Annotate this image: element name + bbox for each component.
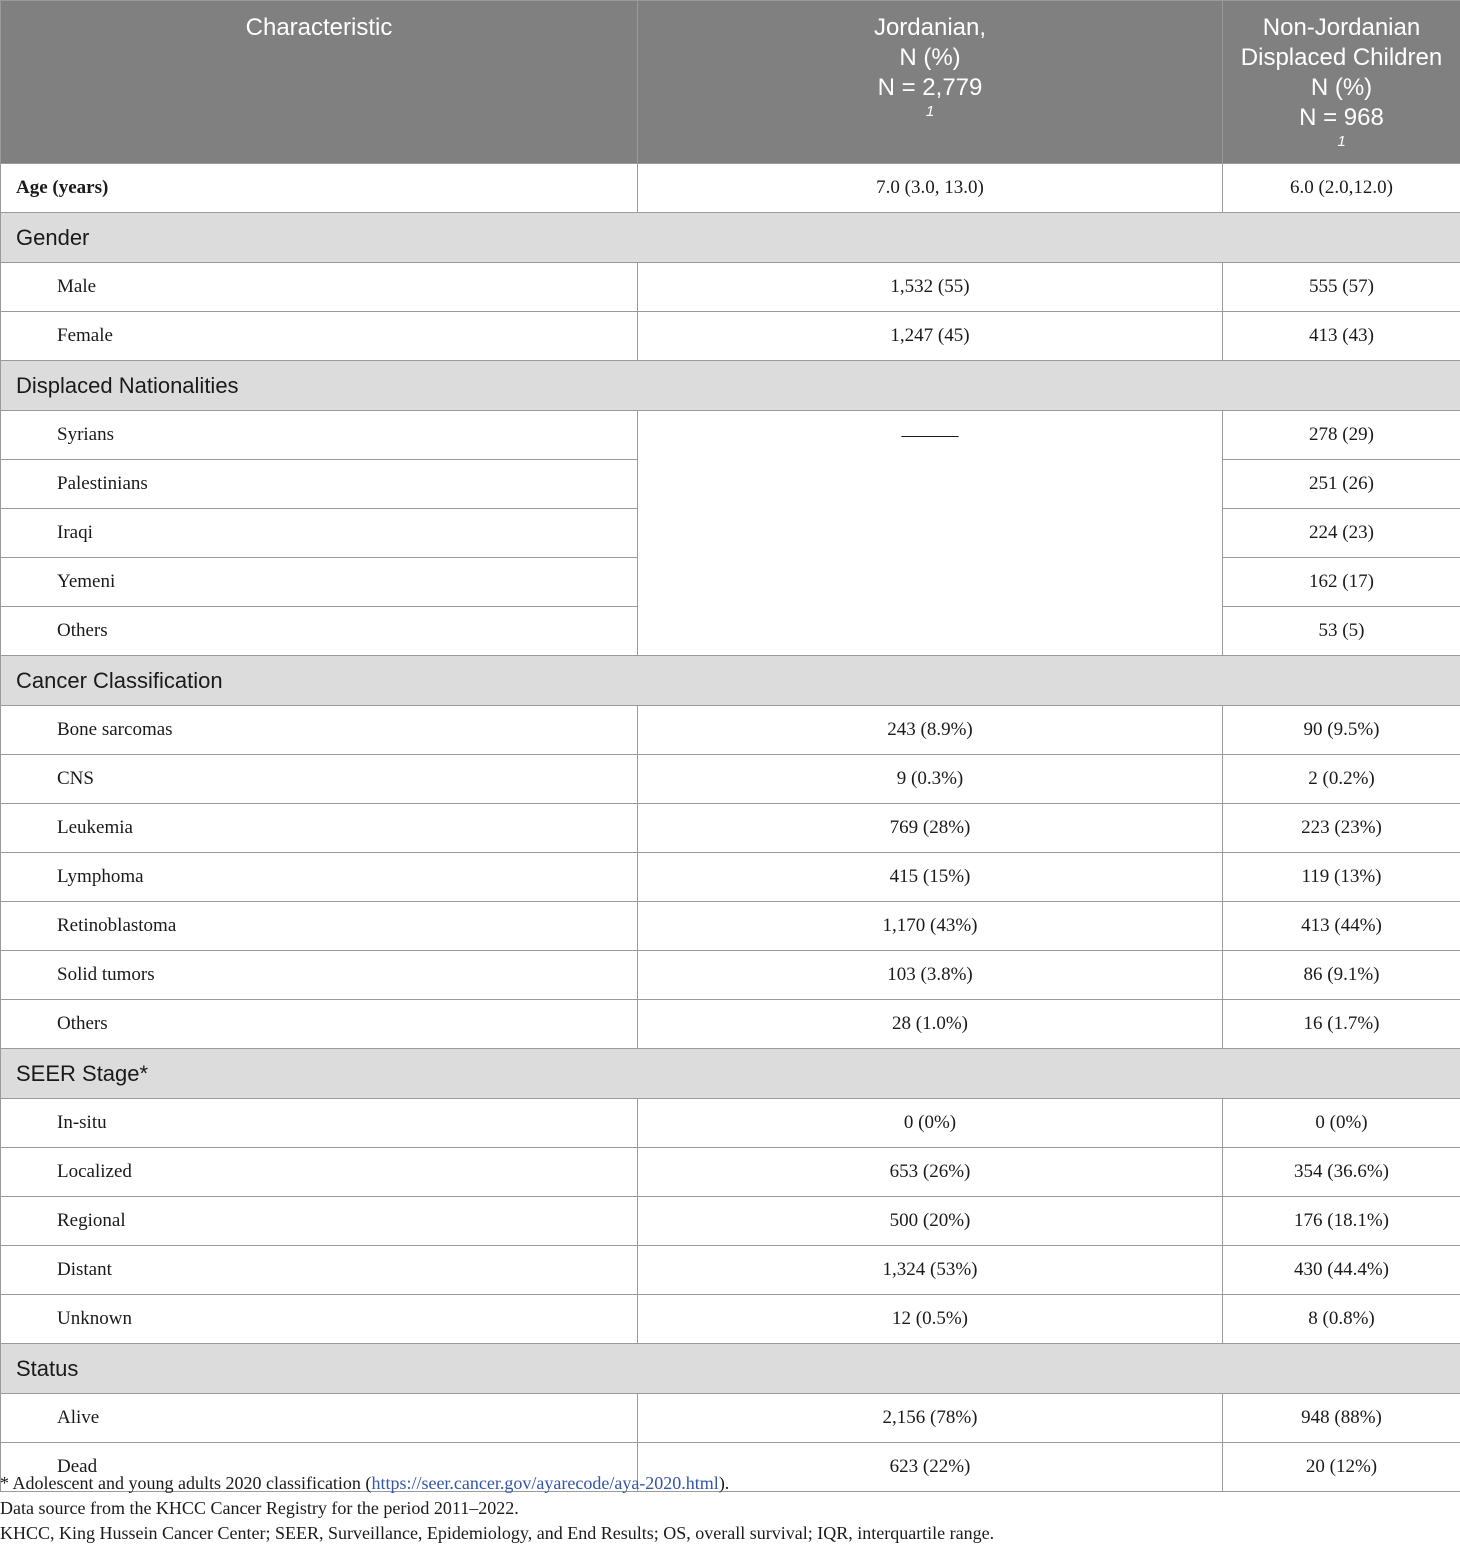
footnote-marker: 1 [925,103,935,120]
jordanian-value: 1,324 (53%) [638,1246,1223,1295]
jordanian-value: 7.0 (3.0, 13.0) [638,164,1223,213]
table-row [1,263,1460,312]
section-title: Cancer Classification [1,656,1460,706]
seer-link[interactable]: https://seer.cancer.gov/ayarecode/aya-2020.html [371,1473,719,1493]
section-cancer [1,656,1460,706]
table-row [1,1197,1460,1246]
footnote-marker: 1 [1337,133,1346,150]
table-row [1,1148,1460,1197]
table-row [1,804,1460,853]
non-jordanian-value: 224 (23) [1223,509,1460,558]
jordanian-value: 28 (1.0%) [638,1000,1223,1049]
non-jordanian-value: 90 (9.5%) [1223,706,1460,755]
jordanian-value: 12 (0.5%) [638,1295,1223,1344]
table-row [1,1000,1460,1049]
jordanian-value: 623 (22%) [638,1443,1223,1492]
table-row [1,1295,1460,1344]
jordanian-value: 653 (26%) [638,1148,1223,1197]
section-title: Displaced Nationalities [1,361,1460,411]
jordanian-value: 0 (0%) [638,1099,1223,1148]
non-jordanian-value: 223 (23%) [1223,804,1460,853]
row-label: Dead [1,1443,638,1492]
non-jordanian-value: 176 (18.1%) [1223,1197,1460,1246]
non-jordanian-value: 0 (0%) [1223,1099,1460,1148]
jordanian-value: 2,156 (78%) [638,1394,1223,1443]
row-label: Others [1,1000,638,1049]
non-jordanian-value: 430 (44.4%) [1223,1246,1460,1295]
row-label: In-situ [1,1099,638,1148]
row-label: Retinoblastoma [1,902,638,951]
row-label: Distant [1,1246,638,1295]
row-label: Alive [1,1394,638,1443]
row-label: Solid tumors [1,951,638,1000]
jordanian-value: 415 (15%) [638,853,1223,902]
jordanian-value: 103 (3.8%) [638,951,1223,1000]
row-label: Age (years) [1,164,638,213]
non-jordanian-value: 354 (36.6%) [1223,1148,1460,1197]
non-jordanian-value: 53 (5) [1223,607,1460,656]
row-label: CNS [1,755,638,804]
section-gender [1,213,1460,263]
jordanian-value: 1,247 (45) [638,312,1223,361]
table-footnotes [0,1471,1460,1546]
non-jordanian-value: 86 (9.1%) [1223,951,1460,1000]
table-row-age [1,164,1460,213]
non-jordanian-value: 16 (1.7%) [1223,1000,1460,1049]
jordanian-value: 1,532 (55) [638,263,1223,312]
row-label: Lymphoma [1,853,638,902]
non-jordanian-value: 162 (17) [1223,558,1460,607]
footnote-data-source: Data source from the KHCC Cancer Registry for the period 2011–2022. [0,1498,519,1518]
jordanian-value: 500 (20%) [638,1197,1223,1246]
table-row [1,1246,1460,1295]
non-jordanian-value: 2 (0.2%) [1223,755,1460,804]
section-title: Gender [1,213,1460,263]
row-label: Unknown [1,1295,638,1344]
non-jordanian-value: 6.0 (2.0,12.0) [1223,164,1460,213]
row-label: Regional [1,1197,638,1246]
non-jordanian-value: 948 (88%) [1223,1394,1460,1443]
jordanian-value: 9 (0.3%) [638,755,1223,804]
jordanian-value: 769 (28%) [638,804,1223,853]
non-jordanian-value: 251 (26) [1223,460,1460,509]
row-label: Syrians [1,411,638,460]
jordanian-value: 1,170 (43%) [638,902,1223,951]
footnote-abbreviations: KHCC, King Hussein Cancer Center; SEER, Surveillance, Epidemiology, and End Results; OS, overall survival; IQR, interquartile range. [0,1523,995,1543]
row-label: Male [1,263,638,312]
section-nationalities [1,361,1460,411]
row-label: Leukemia [1,804,638,853]
non-jordanian-value: 119 (13%) [1223,853,1460,902]
header-row [1,1,1460,164]
non-jordanian-value: 20 (12%) [1223,1443,1460,1492]
footnote-classification: * Adolescent and young adults 2020 classification (https://seer.cancer.gov/ayarecode/aya-2020.html). [0,1473,730,1493]
section-title: SEER Stage* [1,1049,1460,1099]
non-jordanian-value: 413 (44%) [1223,902,1460,951]
non-jordanian-value: 555 (57) [1223,263,1460,312]
row-label: Female [1,312,638,361]
table-row [1,951,1460,1000]
header-jordanian: Jordanian, N (%) N = 2,779 $^1$ [638,1,1223,164]
table-row [1,755,1460,804]
section-status [1,1344,1460,1394]
header-non-jordanian: Non-Jordanian Displaced Children N (%) N = 968 $^1$ [1223,1,1460,164]
table-row [1,853,1460,902]
row-label: Bone sarcomas [1,706,638,755]
table-row [1,706,1460,755]
header-characteristic: Characteristic [1,1,638,164]
row-label: Others [1,607,638,656]
table-row [1,902,1460,951]
row-label: Palestinians [1,460,638,509]
table-row [1,1394,1460,1443]
table-row [1,1099,1460,1148]
section-seer-stage [1,1049,1460,1099]
table-row [1,312,1460,361]
row-label: Localized [1,1148,638,1197]
table-row [1,411,1460,460]
non-jordanian-value: 8 (0.8%) [1223,1295,1460,1344]
jordanian-merged-dash: ——— [638,411,1223,656]
row-label: Iraqi [1,509,638,558]
non-jordanian-value: 278 (29) [1223,411,1460,460]
section-title: Status [1,1344,1460,1394]
row-label: Yemeni [1,558,638,607]
jordanian-value: 243 (8.9%) [638,706,1223,755]
non-jordanian-value: 413 (43) [1223,312,1460,361]
